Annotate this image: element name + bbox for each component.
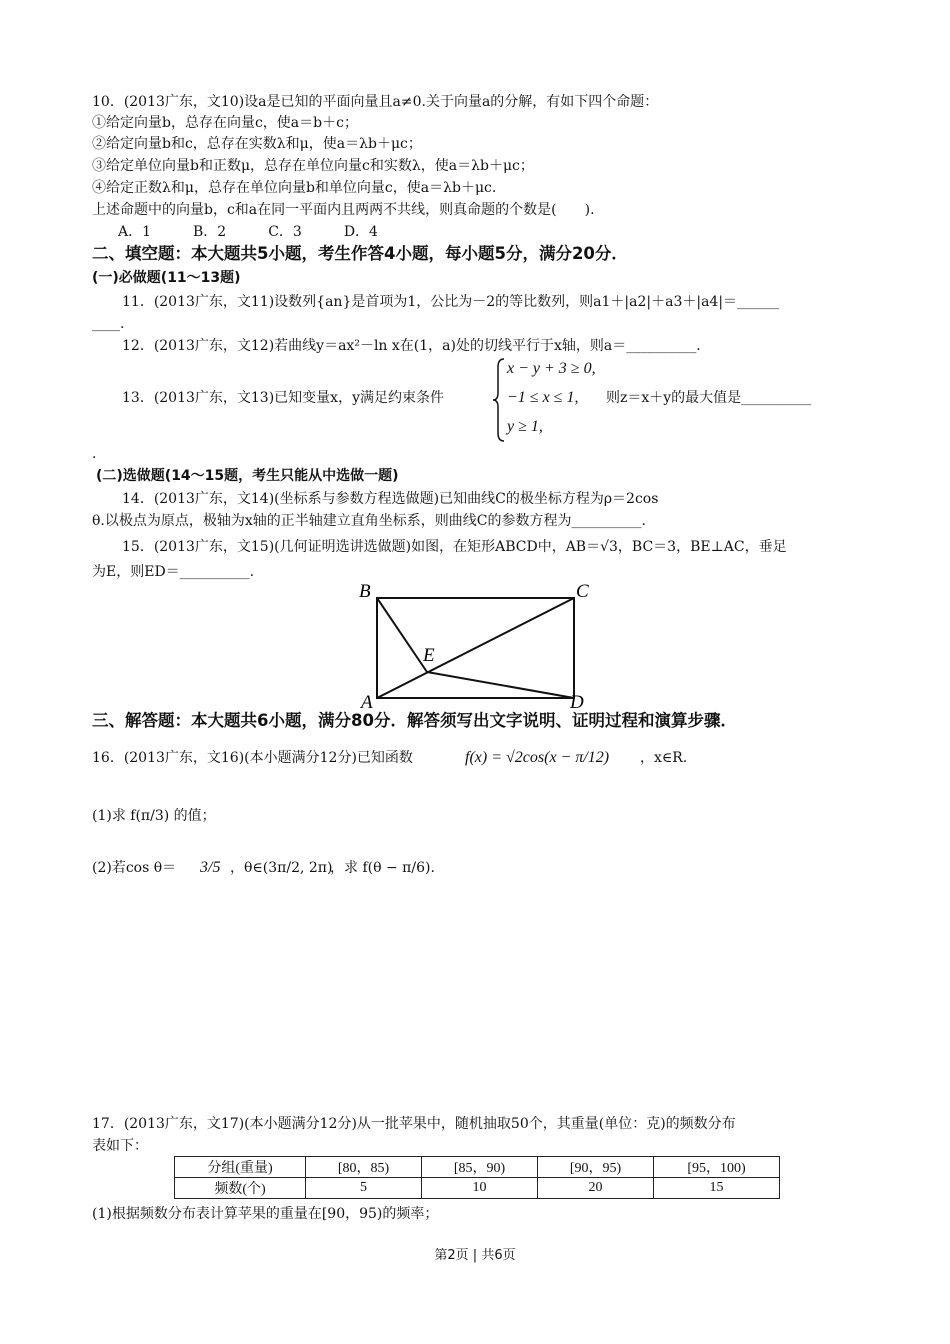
q10-proposition-3: ③给定单位向量b和正数μ，总存在单位向量c和实数λ，使a＝λb＋μc；	[92, 158, 534, 174]
q10-proposition-2: ②给定向量b和c，总存在实数λ和μ，使a＝λb＋μc；	[92, 136, 422, 152]
q13-tail: .	[92, 446, 97, 462]
segment-ed	[427, 672, 574, 698]
q13-constraint-2: −1 ≤ x ≤ 1,	[507, 389, 579, 406]
section-2-title: 二、填空题：本大题共5小题，考生作答4小题，每小题5分，满分20分．	[92, 244, 628, 263]
q16-part-2-pre: (2)若cos θ＝	[92, 860, 177, 876]
q14-line-1: 14．(2013广东，文14)(坐标系与参数方程选做题)已知曲线C的极坐标方程为ρ＝2cos	[122, 491, 659, 507]
q13-constraint-3: y ≥ 1,	[507, 418, 543, 435]
q10-proposition-4: ④给定正数λ和μ，总存在单位向量b和单位向量c，使a＝λb＋μc.	[92, 180, 497, 196]
label-a: A	[361, 692, 373, 710]
q16-part-2-fraction: 3/5	[200, 859, 221, 876]
q17-line-2: 表如下：	[92, 1138, 148, 1154]
q11-continuation: ____.	[92, 316, 125, 332]
q15-line-2: 为E，则ED＝__________.	[92, 564, 255, 580]
q14-line-2: θ.以极点为原点，极轴为x轴的正半轴建立直角坐标系，则曲线C的参数方程为__________.	[92, 513, 646, 529]
q11-text: 11．(2013广东，文11)设数列{an}是首项为1，公比为－2的等比数列，则a1＋|a2|＋a3＋|a4|＝______	[122, 294, 780, 310]
label-e: E	[423, 645, 435, 666]
q17-part-1: (1)根据频数分布表计算苹果的重量在[90，95)的频率；	[92, 1206, 439, 1222]
page-footer: 第2页 | 共6页	[434, 1248, 516, 1263]
table-cell: 10	[422, 1178, 538, 1199]
label-c: C	[576, 581, 589, 602]
section-2-part-2: (二)选做题(14～15题，考生只能从中选做一题)	[96, 468, 399, 484]
table-cell: 20	[538, 1178, 654, 1199]
table-row	[175, 1178, 780, 1199]
q13-post: 则z＝x＋y的最大值是__________	[606, 390, 812, 406]
table-cell: [90，95)	[538, 1157, 654, 1178]
q16-part-2-mid: ，θ∈(3π/2, 2π)	[230, 860, 333, 876]
section-2-part-1: (一)必做题(11～13题)	[92, 270, 241, 286]
table-row	[175, 1157, 780, 1178]
table-cell: 5	[306, 1178, 422, 1199]
q15-line-1: 15．(2013广东，文15)(几何证明选讲选做题)如图，在矩形ABCD中，AB＝√3，BC＝3，BE⊥AC，垂足	[122, 539, 787, 555]
q17-line-1: 17．(2013广东，文17)(本小题满分12分)从一批苹果中，随机抽取50个，其重量(单位：克)的频数分布	[92, 1116, 736, 1132]
q12-text: 12．(2013广东，文12)若曲线y＝ax²－ln x在(1，a)处的切线平行于x轴，则a＝__________.	[122, 338, 701, 354]
table-cell: 分组(重量)	[175, 1157, 306, 1178]
q16-formula: f(x) = √2cos(x − π/12)	[465, 749, 610, 766]
segment-be	[377, 598, 427, 672]
q10-options: A．1 B．2 C．3 D．4	[118, 224, 378, 240]
q10-intro: 10．(2013广东，文10)设a是已知的平面向量且a≠0.关于向量a的分解，有如下四个命题：	[92, 94, 659, 110]
table-cell: [85，90)	[422, 1157, 538, 1178]
section-3-title: 三、解答题：本大题共6小题，满分80分．解答须写出文字说明、证明过程和演算步骤．	[92, 711, 737, 730]
q10-proposition-1: ①给定向量b，总存在向量c，使a＝b＋c；	[92, 115, 358, 131]
q10-question: 上述命题中的向量b，c和a在同一平面内且两两不共线，则真命题的个数是( ).	[92, 202, 595, 218]
table-cell: 15	[654, 1178, 780, 1199]
q16-part-2-post: ，求 f(θ − π/6).	[330, 860, 435, 876]
q16-part-1: (1)求 f(π/3) 的值；	[92, 808, 216, 824]
label-b: B	[359, 581, 371, 602]
q16-post: ，x∈R.	[640, 750, 688, 766]
system-brace-icon	[491, 357, 507, 443]
label-d: D	[570, 692, 584, 710]
rectangle-figure	[355, 578, 595, 710]
q13-constraint-1: x − y + 3 ≥ 0,	[507, 360, 596, 377]
frequency-table	[174, 1156, 780, 1199]
q16-pre: 16．(2013广东，文16)(本小题满分12分)已知函数	[92, 750, 413, 766]
q13-pre: 13．(2013广东，文13)已知变量x，y满足约束条件	[122, 390, 444, 406]
diagonal-ac	[377, 598, 574, 698]
table-cell: 频数(个)	[175, 1178, 306, 1199]
table-cell: [80，85)	[306, 1157, 422, 1178]
table-cell: [95，100)	[654, 1157, 780, 1178]
